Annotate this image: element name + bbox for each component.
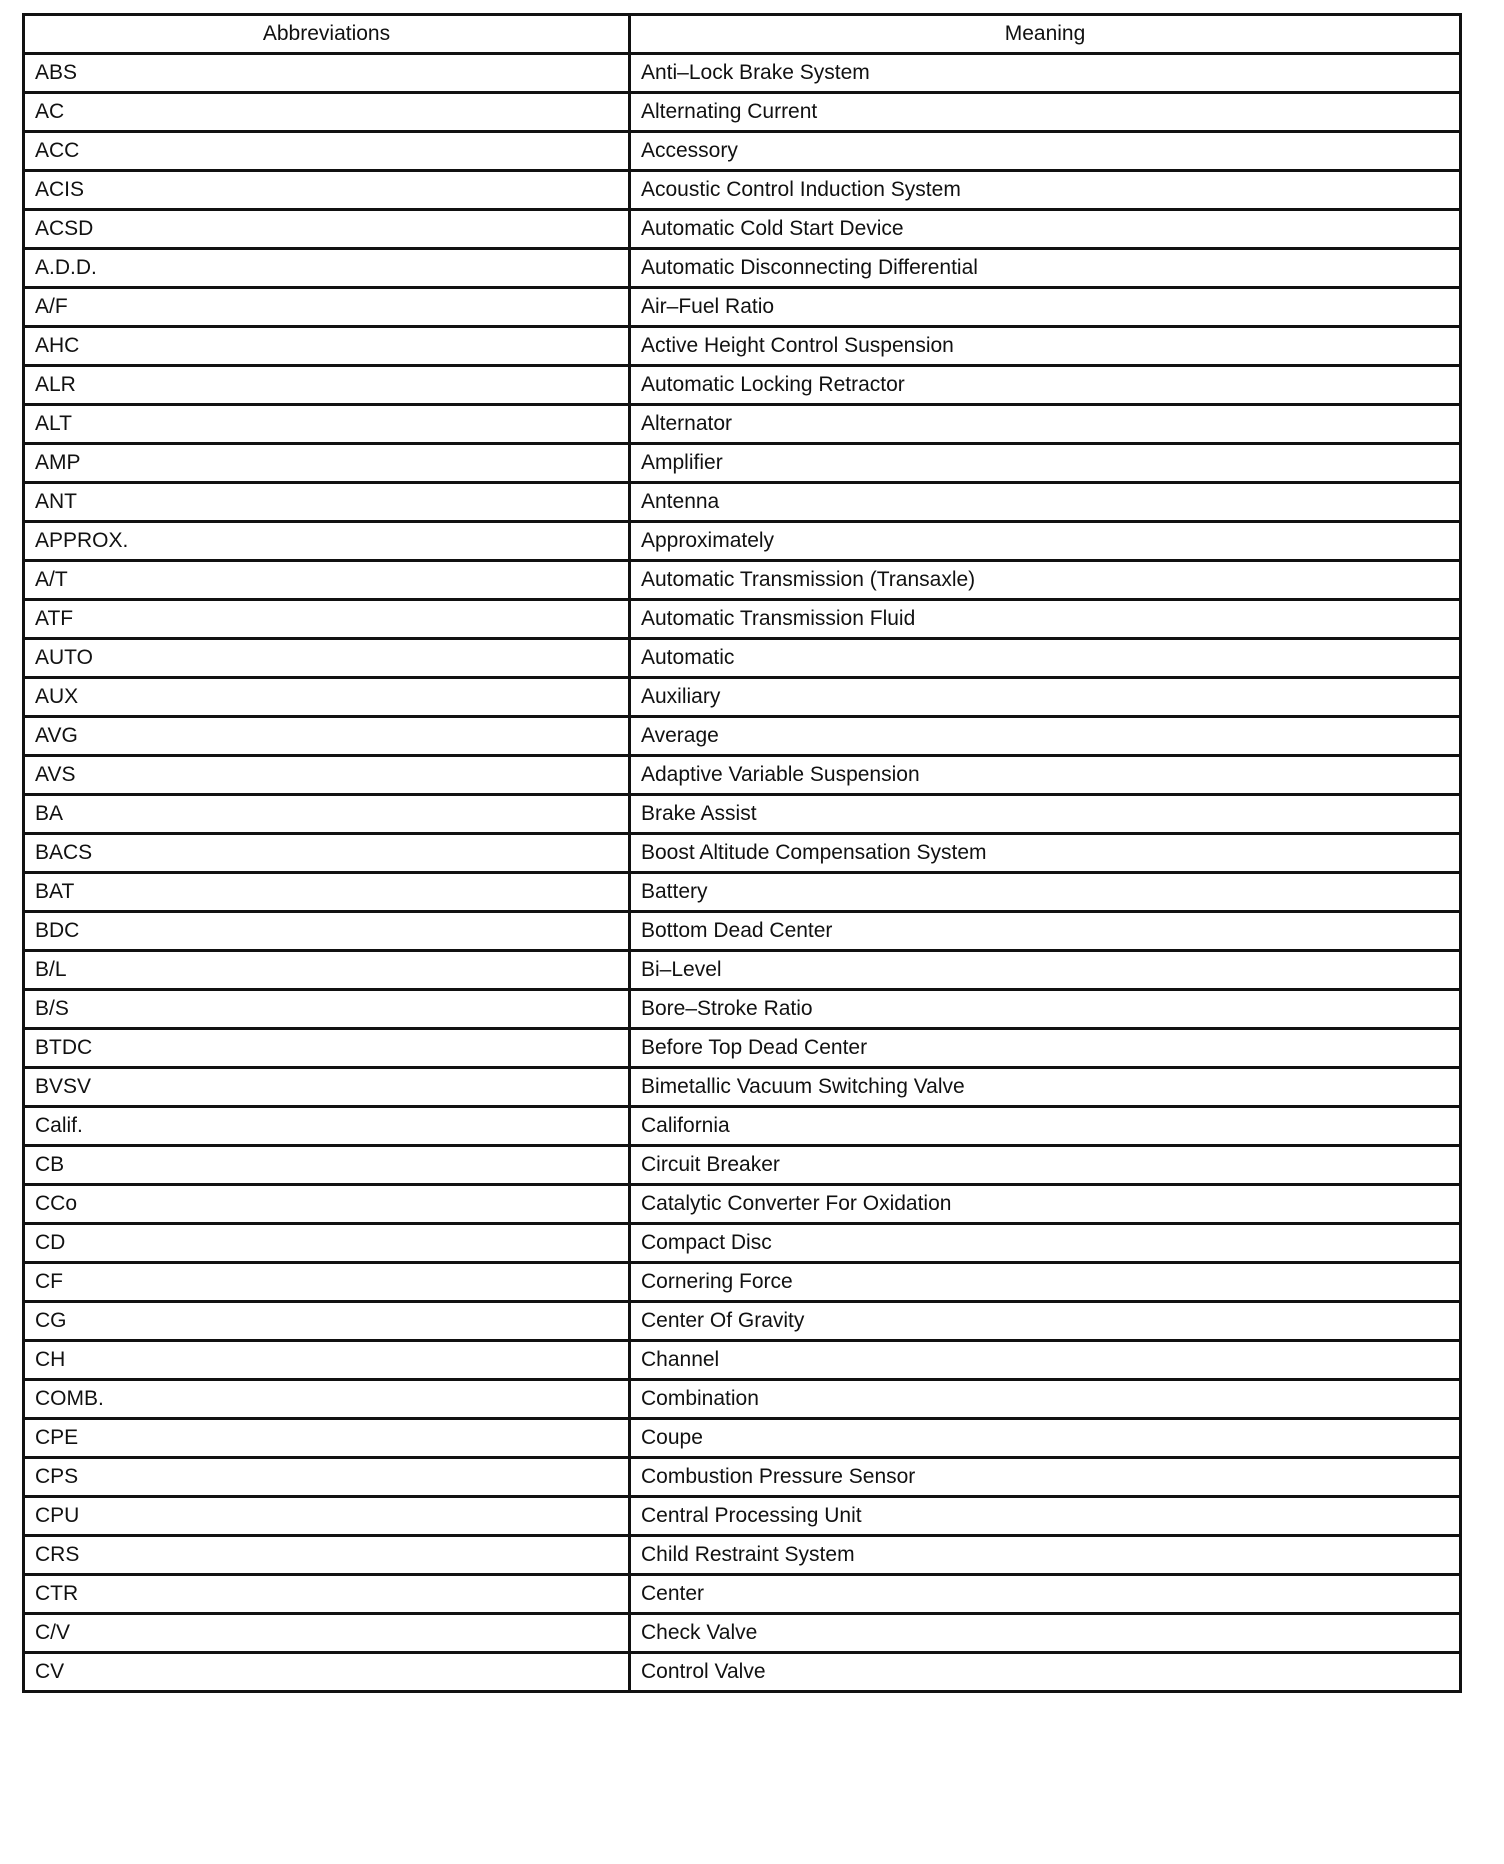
table-row xyxy=(24,1575,1461,1614)
meaning-cell: Bottom Dead Center xyxy=(630,912,1461,951)
meaning-cell: Compact Disc xyxy=(630,1224,1461,1263)
meaning-cell: Center xyxy=(630,1575,1461,1614)
table-row xyxy=(24,1146,1461,1185)
meaning-column-header: Meaning xyxy=(630,15,1461,54)
abbreviation-cell: Calif. xyxy=(24,1107,630,1146)
abbreviation-cell: AVG xyxy=(24,717,630,756)
abbreviation-cell: AUTO xyxy=(24,639,630,678)
table-row xyxy=(24,951,1461,990)
abbreviation-cell: CPE xyxy=(24,1419,630,1458)
abbreviation-cell: CG xyxy=(24,1302,630,1341)
abbreviation-cell: BTDC xyxy=(24,1029,630,1068)
table-row xyxy=(24,54,1461,93)
table-row xyxy=(24,327,1461,366)
table-row xyxy=(24,1497,1461,1536)
table-body xyxy=(24,54,1461,1692)
abbreviation-cell: CRS xyxy=(24,1536,630,1575)
abbreviation-cell: C/V xyxy=(24,1614,630,1653)
meaning-cell: Automatic Transmission (Transaxle) xyxy=(630,561,1461,600)
abbreviation-cell: ABS xyxy=(24,54,630,93)
abbreviation-cell: ATF xyxy=(24,600,630,639)
meaning-cell: Cornering Force xyxy=(630,1263,1461,1302)
table-row xyxy=(24,1224,1461,1263)
meaning-cell: Center Of Gravity xyxy=(630,1302,1461,1341)
table-row xyxy=(24,288,1461,327)
table-row xyxy=(24,678,1461,717)
abbreviation-cell: BVSV xyxy=(24,1068,630,1107)
table-row xyxy=(24,1107,1461,1146)
meaning-cell: Alternator xyxy=(630,405,1461,444)
meaning-cell: Channel xyxy=(630,1341,1461,1380)
meaning-cell: Approximately xyxy=(630,522,1461,561)
table-row xyxy=(24,93,1461,132)
table-row xyxy=(24,561,1461,600)
table-row xyxy=(24,1341,1461,1380)
abbreviation-cell: APPROX. xyxy=(24,522,630,561)
meaning-cell: Check Valve xyxy=(630,1614,1461,1653)
abbreviation-cell: CTR xyxy=(24,1575,630,1614)
table-row xyxy=(24,366,1461,405)
meaning-cell: Average xyxy=(630,717,1461,756)
abbreviation-cell: CCo xyxy=(24,1185,630,1224)
table-row xyxy=(24,600,1461,639)
meaning-cell: Accessory xyxy=(630,132,1461,171)
abbreviation-cell: BA xyxy=(24,795,630,834)
abbreviation-cell: CD xyxy=(24,1224,630,1263)
meaning-cell: Bi–Level xyxy=(630,951,1461,990)
meaning-cell: Amplifier xyxy=(630,444,1461,483)
table-row xyxy=(24,1419,1461,1458)
meaning-cell: Alternating Current xyxy=(630,93,1461,132)
abbreviation-cell: CPU xyxy=(24,1497,630,1536)
abbreviation-cell: ALT xyxy=(24,405,630,444)
meaning-cell: Brake Assist xyxy=(630,795,1461,834)
table-row xyxy=(24,132,1461,171)
table-row xyxy=(24,717,1461,756)
table-row xyxy=(24,1653,1461,1692)
meaning-cell: Boost Altitude Compensation System xyxy=(630,834,1461,873)
table-row xyxy=(24,249,1461,288)
table-row xyxy=(24,873,1461,912)
abbreviation-cell: BDC xyxy=(24,912,630,951)
meaning-cell: Automatic Cold Start Device xyxy=(630,210,1461,249)
table-row xyxy=(24,405,1461,444)
table-row xyxy=(24,795,1461,834)
abbreviation-cell: A/T xyxy=(24,561,630,600)
abbreviation-cell: ALR xyxy=(24,366,630,405)
table-row xyxy=(24,1536,1461,1575)
table-row xyxy=(24,1263,1461,1302)
abbreviation-cell: CPS xyxy=(24,1458,630,1497)
table-row xyxy=(24,834,1461,873)
meaning-cell: Circuit Breaker xyxy=(630,1146,1461,1185)
meaning-cell: Air–Fuel Ratio xyxy=(630,288,1461,327)
abbreviation-cell: BAT xyxy=(24,873,630,912)
abbreviation-cell: COMB. xyxy=(24,1380,630,1419)
table-row xyxy=(24,1458,1461,1497)
table-header-row xyxy=(24,15,1461,54)
abbreviation-cell: AVS xyxy=(24,756,630,795)
meaning-cell: Combustion Pressure Sensor xyxy=(630,1458,1461,1497)
abbreviation-cell: CB xyxy=(24,1146,630,1185)
abbreviation-cell: B/S xyxy=(24,990,630,1029)
table-row xyxy=(24,444,1461,483)
table-row xyxy=(24,1185,1461,1224)
meaning-cell: Automatic Locking Retractor xyxy=(630,366,1461,405)
meaning-cell: Automatic Disconnecting Differential xyxy=(630,249,1461,288)
abbreviation-cell: A/F xyxy=(24,288,630,327)
meaning-cell: Bimetallic Vacuum Switching Valve xyxy=(630,1068,1461,1107)
abbreviation-cell: ACC xyxy=(24,132,630,171)
meaning-cell: Antenna xyxy=(630,483,1461,522)
abbreviations-column-header: Abbreviations xyxy=(24,15,630,54)
table-row xyxy=(24,1380,1461,1419)
abbreviation-cell: AMP xyxy=(24,444,630,483)
abbreviation-cell: AHC xyxy=(24,327,630,366)
table-row xyxy=(24,912,1461,951)
abbreviation-cell: AUX xyxy=(24,678,630,717)
table-row xyxy=(24,210,1461,249)
abbreviation-cell: AC xyxy=(24,93,630,132)
meaning-cell: Control Valve xyxy=(630,1653,1461,1692)
meaning-cell: Battery xyxy=(630,873,1461,912)
meaning-cell: Coupe xyxy=(630,1419,1461,1458)
meaning-cell: Automatic xyxy=(630,639,1461,678)
abbreviation-cell: B/L xyxy=(24,951,630,990)
meaning-cell: California xyxy=(630,1107,1461,1146)
meaning-cell: Combination xyxy=(630,1380,1461,1419)
table-row xyxy=(24,990,1461,1029)
table-row xyxy=(24,483,1461,522)
abbreviation-cell: A.D.D. xyxy=(24,249,630,288)
table-row xyxy=(24,639,1461,678)
meaning-cell: Acoustic Control Induction System xyxy=(630,171,1461,210)
meaning-cell: Anti–Lock Brake System xyxy=(630,54,1461,93)
meaning-cell: Central Processing Unit xyxy=(630,1497,1461,1536)
meaning-cell: Before Top Dead Center xyxy=(630,1029,1461,1068)
table-row xyxy=(24,1029,1461,1068)
abbreviation-cell: CH xyxy=(24,1341,630,1380)
meaning-cell: Automatic Transmission Fluid xyxy=(630,600,1461,639)
meaning-cell: Active Height Control Suspension xyxy=(630,327,1461,366)
abbreviation-cell: ANT xyxy=(24,483,630,522)
table-row xyxy=(24,1302,1461,1341)
abbreviation-cell: CF xyxy=(24,1263,630,1302)
table-row xyxy=(24,522,1461,561)
abbreviations-table xyxy=(22,13,1462,1693)
table-row xyxy=(24,756,1461,795)
table-row xyxy=(24,171,1461,210)
meaning-cell: Bore–Stroke Ratio xyxy=(630,990,1461,1029)
meaning-cell: Child Restraint System xyxy=(630,1536,1461,1575)
meaning-cell: Auxiliary xyxy=(630,678,1461,717)
table-row xyxy=(24,1068,1461,1107)
abbreviation-cell: CV xyxy=(24,1653,630,1692)
abbreviation-cell: BACS xyxy=(24,834,630,873)
meaning-cell: Catalytic Converter For Oxidation xyxy=(630,1185,1461,1224)
abbreviation-cell: ACIS xyxy=(24,171,630,210)
abbreviation-cell: ACSD xyxy=(24,210,630,249)
table-row xyxy=(24,1614,1461,1653)
meaning-cell: Adaptive Variable Suspension xyxy=(630,756,1461,795)
